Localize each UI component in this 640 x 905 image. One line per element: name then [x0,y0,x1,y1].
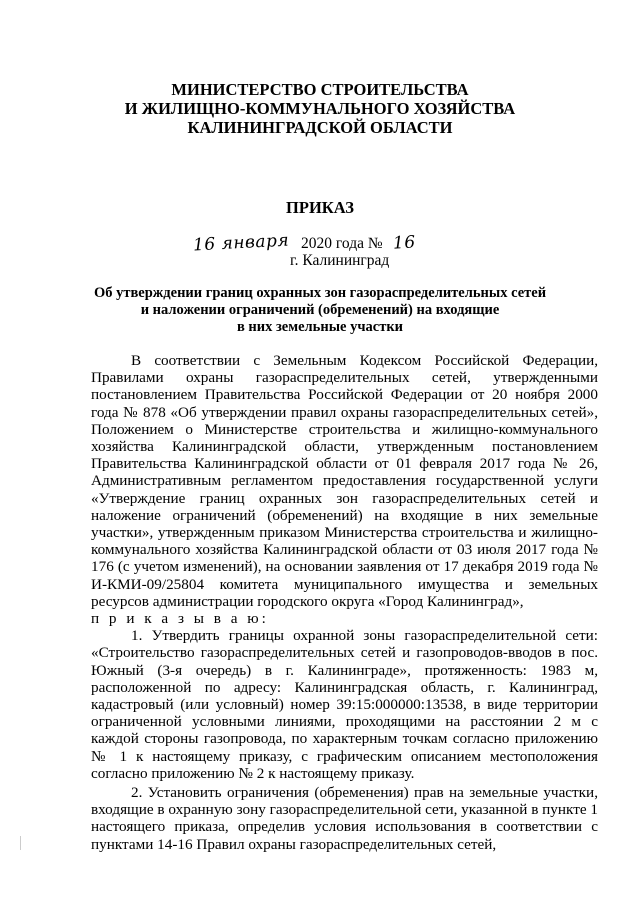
order-title: ПРИКАЗ [286,198,354,217]
ministry-header [0,80,640,137]
item-2-paragraph: 2. Установить ограничения (обременения) прав на земельные участки, входящие в охранную зону газораспределительной сети, указанной в пункте 1 настоящего приказа, определив условия использования в соответствии с пунктами 14-16 Правил охраны газораспределительных сетей, [91,784,598,853]
ministry-line-1: МИНИСТЕРСТВО СТРОИТЕЛЬСТВА [171,80,469,99]
subject-line-3: в них земельные участки [236,319,404,335]
order-year: 2020 года № [301,235,383,252]
handwritten-date: 16 января [192,230,290,256]
scan-margin-mark [20,836,21,850]
order-date-line [192,230,416,256]
order-city: г. Калининград [290,252,390,269]
prikazyvayu-line: п р и к а з ы в а ю: [91,610,269,628]
order-body [91,352,598,853]
preamble-paragraph: В соответствии с Земельным Кодексом Российской Федерации, Правилами охраны газораспределительных сетей, утвержденными постановлением Правительства Российской Федерации от 20 ноября 2000 года № 878 «Об утверждении правил охраны газораспределительных сетей», Положением о Министерстве строительства и жилищно-коммунального хозяйства Калининградской области, утвержденным постановлением Правительства Калининградской области от 01 февраля 2017 года № 26, Административным регламентом предоставления государственной услуги «Утверждение границ охранных зон газораспределительных сетей и наложение ограничений (обременений) на входящие в них земельные участки», утвержденным приказом Министерства строительства и жилищно-коммунального хозяйства Калининградской области от 03 июля 2017 года № 176 (с учетом изменений), на основании заявления от 17 декабря 2019 года № И-КМИ-09/25804 комитета муниципального имущества и земельных ресурсов администрации городского округа «Город Калининград», [91,352,598,610]
item-1-paragraph: 1. Утвердить границы охранной зоны газораспределительной сети: «Строительство газораспределительных сетей и газопроводов-вводов в пос. Южный (3-я очередь) в г. Калининграде», протяженность: 1983 м, расположенной по адресу: Калининградская область, г. Калининград, кадастровый (или условный) номер 39:15:000000:13538, в виде территории ограниченной условными линиями, проходящими на расстоянии 2 м с каждой стороны газопровода, по характерным точкам согласно приложению № 1 к настоящему приказу, с графическим описанием местоположения согласно приложению № 2 к настоящему приказу. [91,627,598,782]
subject-line-2: и наложении ограничений (обременений) на входящие [140,302,500,318]
ministry-line-2: И ЖИЛИЩНО-КОММУНАЛЬНОГО ХОЗЯЙСТВА [124,99,516,118]
ministry-line-3: КАЛИНИНГРАДСКОЙ ОБЛАСТИ [187,118,453,137]
handwritten-number: 16 [392,232,416,254]
order-subject [90,285,550,336]
subject-line-1: Об утверждении границ охранных зон газораспределительных сетей [93,285,547,301]
